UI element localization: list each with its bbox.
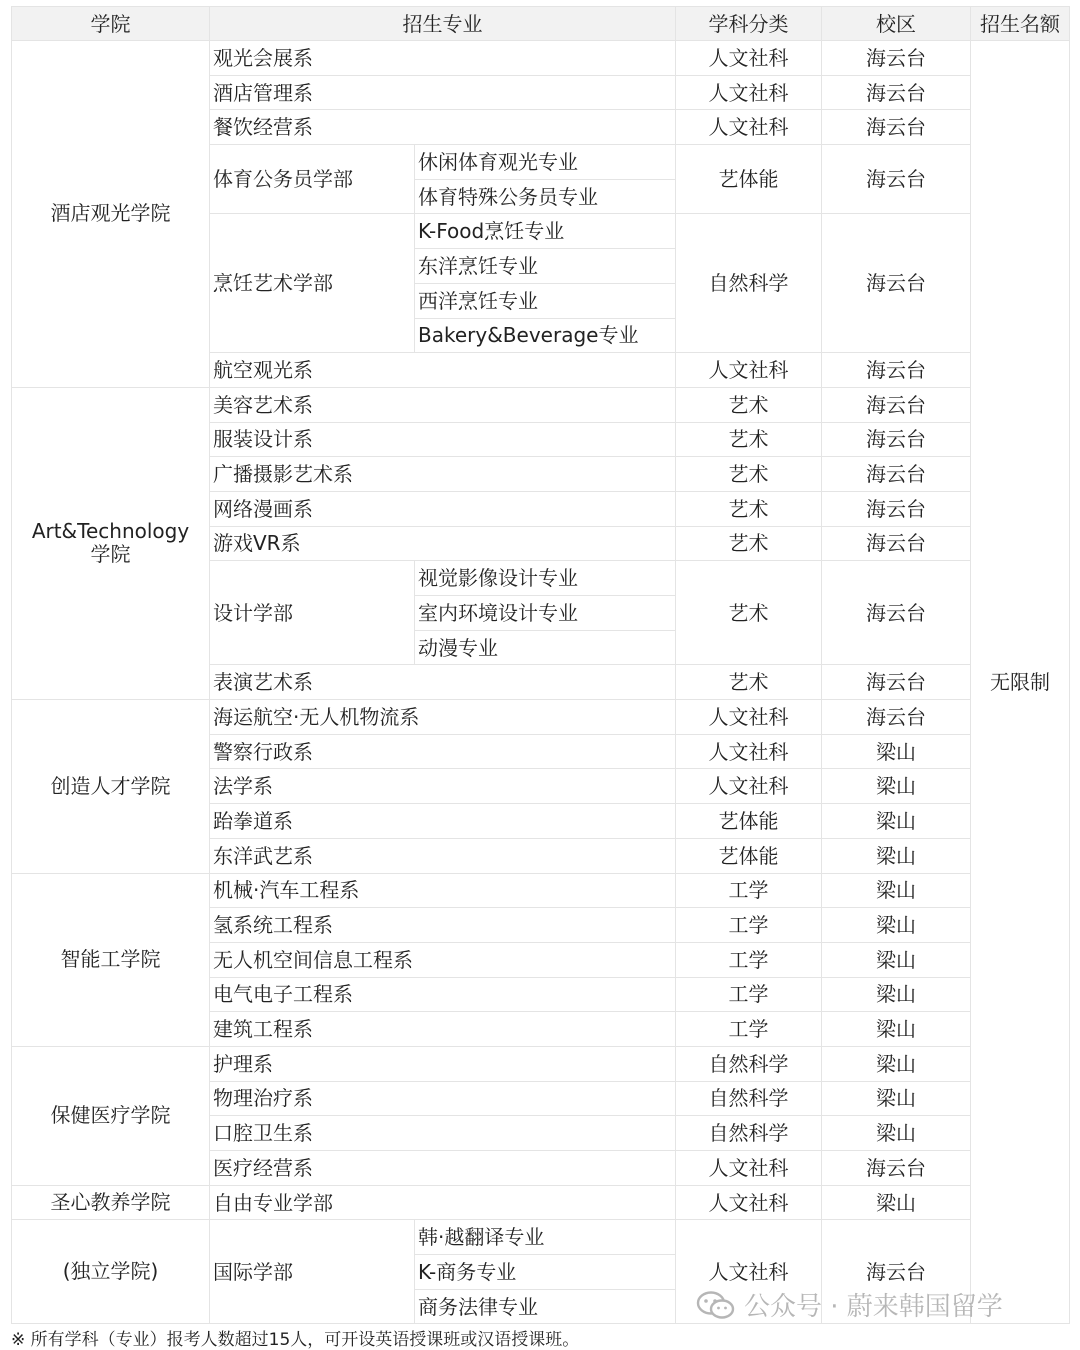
category-cell: 艺体能 [676,804,822,839]
campus-cell: 海云台 [822,457,971,492]
category-cell: 人文社科 [676,41,822,76]
campus-cell: 梁山 [822,804,971,839]
table-row [12,700,1070,735]
major-cell: 航空观光系 [210,353,676,388]
college-name-cell [12,387,210,699]
sub-major-cell: 视觉影像设计专业 [415,561,676,596]
category-cell: 自然科学 [676,1046,822,1081]
campus-cell: 梁山 [822,1185,971,1220]
major-cell: 酒店管理系 [210,75,676,110]
admissions-table [11,6,1070,1324]
campus-cell: 海云台 [822,526,971,561]
campus-cell: 海云台 [822,41,971,76]
category-cell: 自然科学 [676,1116,822,1151]
campus-cell: 梁山 [822,1046,971,1081]
campus-cell: 梁山 [822,1081,971,1116]
major-cell: 海运航空·无人机物流系 [210,700,676,735]
campus-cell: 海云台 [822,1151,971,1186]
header-major: 招生专业 [210,7,676,41]
campus-cell: 梁山 [822,734,971,769]
sub-major-cell: 动漫专业 [415,630,676,665]
footnote: ※ 所有学科（专业）报考人数超过15人，可开设英语授课班或汉语授课班。 [11,1330,580,1350]
major-cell: 口腔卫生系 [210,1116,676,1151]
category-cell: 艺术 [676,387,822,422]
wechat-icon [696,1290,736,1320]
major-cell: 广播摄影艺术系 [210,457,676,492]
category-cell: 艺体能 [676,838,822,873]
campus-cell: 海云台 [822,353,971,388]
sub-major-cell: K-Food烹饪专业 [415,214,676,249]
major-cell: 表演艺术系 [210,665,676,700]
sub-major-cell: 室内环境设计专业 [415,596,676,631]
category-cell: 艺术 [676,491,822,526]
category-cell: 艺术 [676,422,822,457]
sub-major-cell: K-商务专业 [415,1255,676,1290]
campus-cell: 梁山 [822,908,971,943]
college-name-cell: (独立学院) [12,1220,210,1324]
category-cell: 工学 [676,977,822,1012]
campus-cell: 梁山 [822,942,971,977]
table-row [12,873,1070,908]
major-cell: 建筑工程系 [210,1012,676,1047]
major-cell: 机械·汽车工程系 [210,873,676,908]
campus-cell: 海云台 [822,700,971,735]
college-name-cell: 智能工学院 [12,873,210,1046]
table-row [12,1220,1070,1255]
category-cell: 人文社科 [676,1185,822,1220]
sub-major-cell: 东洋烹饪专业 [415,249,676,284]
table-header-row [12,7,1070,41]
major-cell: 氢系统工程系 [210,908,676,943]
watermark-text: 公众号 · 蔚来韩国留学 [744,1292,1003,1322]
category-cell: 人文社科 [676,75,822,110]
major-cell: 无人机空间信息工程系 [210,942,676,977]
campus-cell: 海云台 [822,75,971,110]
major-cell: 法学系 [210,769,676,804]
category-cell: 工学 [676,873,822,908]
college-name-cell: 酒店观光学院 [12,41,210,388]
college-name-line: 学院 [90,542,131,567]
table-body [12,41,1070,1324]
header-category: 学科分类 [676,7,822,41]
category-cell: 人文社科 [676,700,822,735]
department-cell: 设计学部 [210,561,415,665]
campus-cell: 梁山 [822,769,971,804]
major-cell: 游戏VR系 [210,526,676,561]
category-cell: 艺术 [676,526,822,561]
header-college: 学院 [12,7,210,41]
college-name-cell: 创造人才学院 [12,700,210,873]
campus-cell: 梁山 [822,1116,971,1151]
department-cell: 国际学部 [210,1220,415,1324]
category-cell: 艺术 [676,457,822,492]
category-cell: 人文社科 [676,734,822,769]
college-name-line: Art&Technology [31,519,190,544]
campus-cell: 梁山 [822,873,971,908]
campus-cell: 海云台 [822,491,971,526]
sub-major-cell: Bakery&Beverage专业 [415,318,676,353]
category-cell: 艺体能 [676,145,822,214]
major-cell: 自由专业学部 [210,1185,676,1220]
college-name-cell: 圣心教养学院 [12,1185,210,1220]
campus-cell: 海云台 [822,214,971,353]
admissions-table-wrapper [11,6,1069,1324]
campus-cell: 海云台 [822,561,971,665]
category-cell: 工学 [676,942,822,977]
category-cell: 人文社科 [676,1151,822,1186]
department-cell: 体育公务员学部 [210,145,415,214]
header-campus: 校区 [822,7,971,41]
table-row [12,41,1070,76]
sub-major-cell: 体育特殊公务员专业 [415,179,676,214]
category-cell: 自然科学 [676,1081,822,1116]
watermark [696,1286,1003,1323]
campus-cell: 梁山 [822,1012,971,1047]
campus-cell: 海云台 [822,422,971,457]
major-cell: 电气电子工程系 [210,977,676,1012]
category-cell: 人文社科 [676,1220,822,1324]
table-row [12,1046,1070,1081]
category-cell: 艺术 [676,561,822,665]
sub-major-cell: 西洋烹饪专业 [415,283,676,318]
table-row [12,1185,1070,1220]
major-cell: 跆拳道系 [210,804,676,839]
college-name-cell: 保健医疗学院 [12,1046,210,1185]
major-cell: 医疗经营系 [210,1151,676,1186]
category-cell: 人文社科 [676,769,822,804]
department-cell: 烹饪艺术学部 [210,214,415,353]
table-row [12,387,1070,422]
category-cell: 自然科学 [676,214,822,353]
major-cell: 护理系 [210,1046,676,1081]
category-cell: 工学 [676,908,822,943]
category-cell: 人文社科 [676,110,822,145]
campus-cell: 海云台 [822,145,971,214]
campus-cell: 海云台 [822,1220,971,1324]
major-cell: 观光会展系 [210,41,676,76]
quota-cell: 无限制 [971,41,1070,1324]
sub-major-cell: 休闲体育观光专业 [415,145,676,180]
campus-cell: 海云台 [822,110,971,145]
campus-cell: 梁山 [822,838,971,873]
sub-major-cell: 商务法律专业 [415,1289,676,1324]
major-cell: 网络漫画系 [210,491,676,526]
campus-cell: 海云台 [822,665,971,700]
major-cell: 警察行政系 [210,734,676,769]
category-cell: 人文社科 [676,353,822,388]
major-cell: 物理治疗系 [210,1081,676,1116]
campus-cell: 海云台 [822,387,971,422]
campus-cell: 梁山 [822,977,971,1012]
category-cell: 艺术 [676,665,822,700]
major-cell: 餐饮经营系 [210,110,676,145]
major-cell: 东洋武艺系 [210,838,676,873]
major-cell: 美容艺术系 [210,387,676,422]
header-quota: 招生名额 [971,7,1070,41]
category-cell: 工学 [676,1012,822,1047]
major-cell: 服装设计系 [210,422,676,457]
sub-major-cell: 韩·越翻译专业 [415,1220,676,1255]
